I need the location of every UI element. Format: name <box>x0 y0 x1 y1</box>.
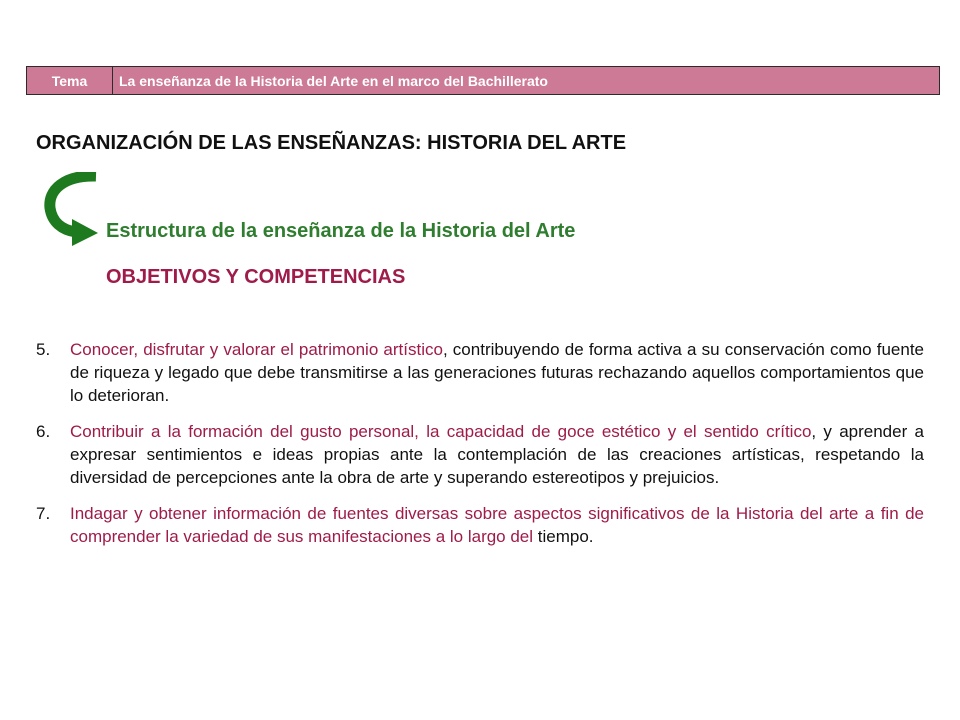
objective-highlight: Conocer, disfrutar y valorar el patrimonio artístico <box>70 340 443 359</box>
section-title: ORGANIZACIÓN DE LAS ENSEÑANZAS: HISTORIA DEL ARTE <box>36 132 627 154</box>
objective-body: , contribuyendo de forma activa a su conservación como fuente de riqueza y legado que debe transmitirse a las generaciones futuras rechazando aquellos comportamientos que lo deterioran. <box>70 340 924 405</box>
objective-number: 6. <box>36 422 51 441</box>
structure-subtitle: Estructura de la enseñanza de la Historia del Arte <box>106 220 576 242</box>
objective-number: 5. <box>36 340 51 359</box>
objective-item <box>36 338 924 407</box>
objective-text <box>70 420 924 489</box>
curved-arrow-icon <box>40 172 110 248</box>
objective-text <box>70 338 924 407</box>
topic-label: Tema <box>27 67 113 94</box>
objective-body: , y aprender a expresar sentimientos e ideas propias ante la contemplación de las creaciones artísticas, respetando la diversidad de percepciones ante la obra de arte y superando estereotipos y prejuicios. <box>70 422 924 487</box>
objective-item <box>36 502 924 548</box>
topic-title: La enseñanza de la Historia del Arte en el marco del Bachillerato <box>119 72 548 89</box>
objective-highlight: Contribuir a la formación del gusto personal, la capacidad de goce estético y el sentido crítico <box>70 422 812 441</box>
objectives-list <box>36 338 924 561</box>
objective-body: tiempo. <box>533 527 594 546</box>
objective-number: 7. <box>36 504 51 523</box>
topic-header <box>26 66 940 95</box>
objective-text <box>70 502 924 548</box>
objective-item <box>36 420 924 489</box>
objectives-heading: OBJETIVOS Y COMPETENCIAS <box>106 266 406 288</box>
objective-highlight: Indagar y obtener información de fuentes diversas sobre aspectos significativos de la Historia del arte a fin de comprender la variedad de sus manifestaciones a lo largo del <box>70 504 924 546</box>
